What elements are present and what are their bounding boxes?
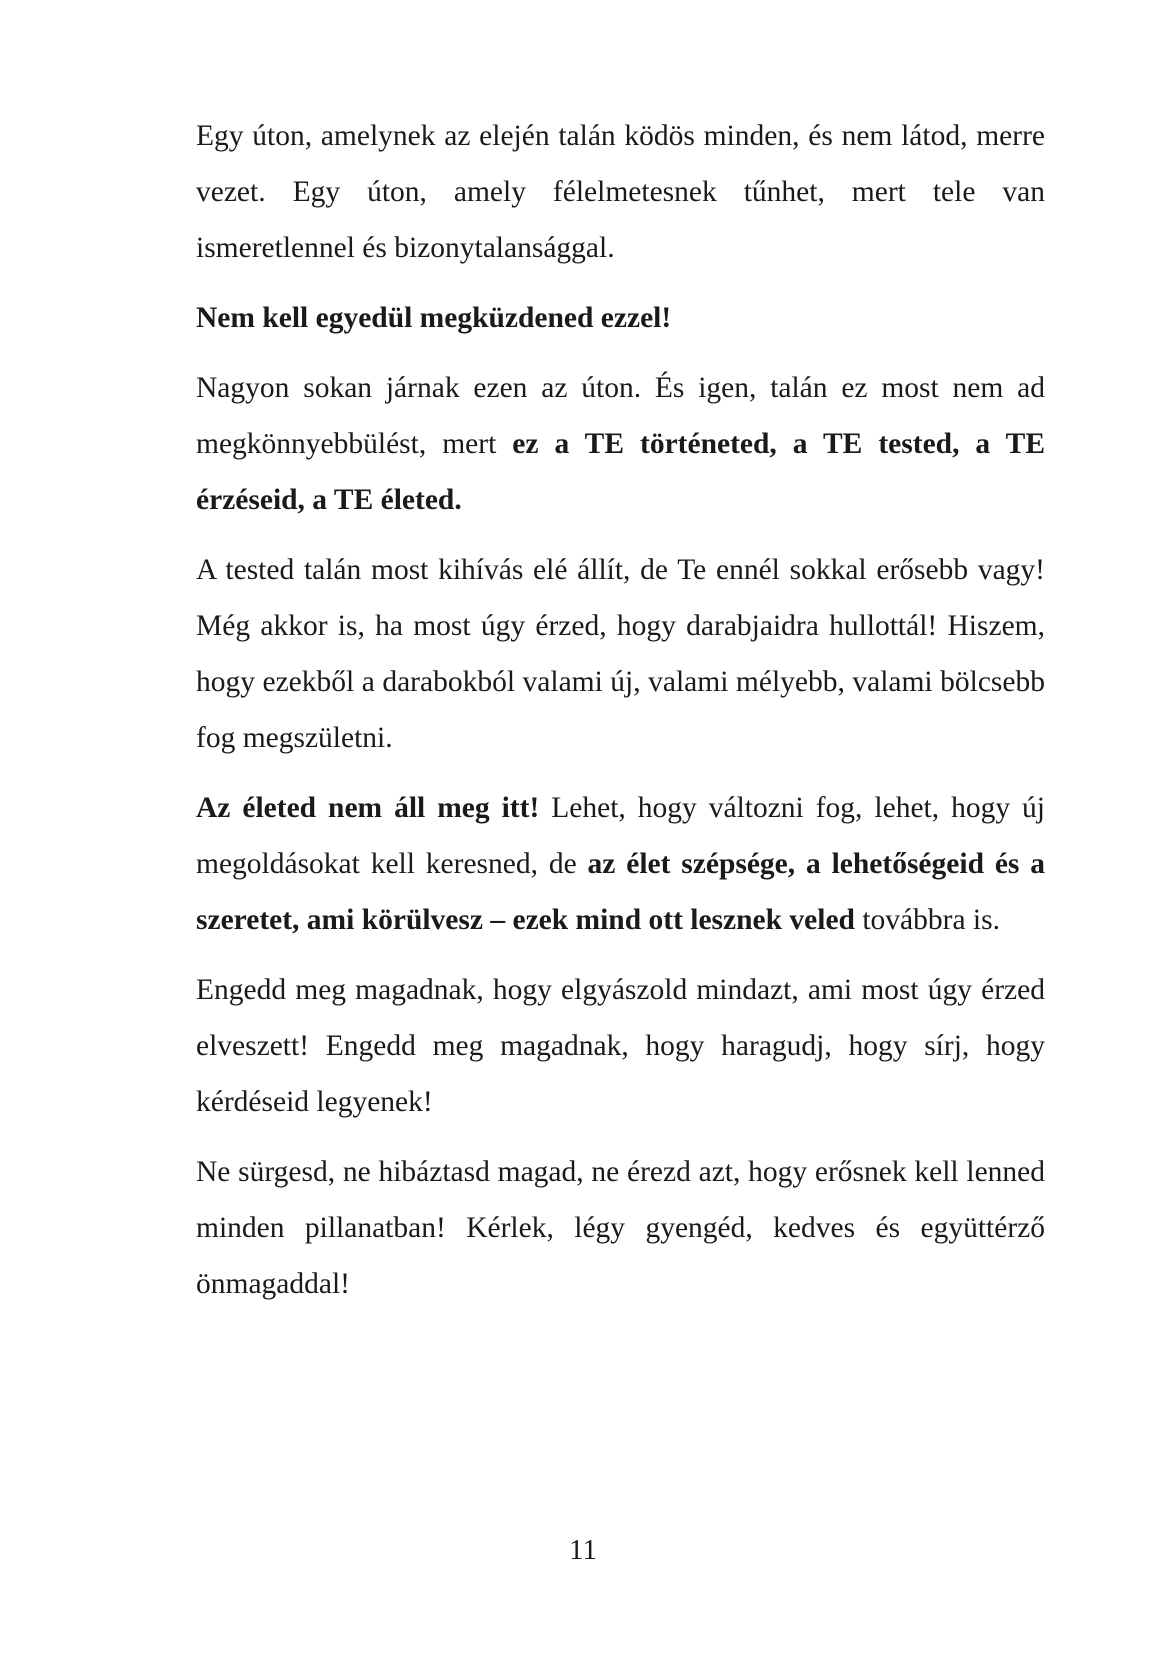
paragraph-1-text: Egy úton, amelynek az elején talán ködös minden, és nem látod, merre vezet. Egy úton, amely félelmetesnek tűnhet, mert tele van ismeretlennel és bizonytalansággal.: [196, 120, 1045, 264]
paragraph-4: [196, 542, 1045, 766]
paragraph-2-text: Nem kell egyedül megküzdened ezzel!: [196, 302, 672, 334]
paragraph-3: [196, 360, 1045, 528]
paragraph-5: [196, 780, 1045, 948]
paragraph-7: [196, 1144, 1045, 1312]
paragraph-6-text: Engedd meg magadnak, hogy elgyászold mindazt, ami most úgy érzed elveszett! Engedd meg magadnak, hogy haragudj, hogy sírj, hogy kérdéseid legyenek!: [196, 974, 1045, 1118]
paragraph-4-text: A tested talán most kihívás elé állít, de Te ennél sokkal erősebb vagy! Még akkor is, ha most úgy érzed, hogy darabjaidra hullottál! Hiszem, hogy ezekből a darabokból valami új, valami mélyebb, valami bölcsebb fog megszületni.: [196, 554, 1045, 754]
paragraph-7-text: Ne sürgesd, ne hibáztasd magad, ne érezd azt, hogy erősnek kell lenned minden pillanatban! Kérlek, légy gyengéd, kedves és együttérző önmagaddal!: [196, 1156, 1045, 1300]
paragraph-3-text: Nagyon sokan járnak ezen az úton. És igen, talán ez most nem ad megkönnyebbülést, mert: [196, 372, 1045, 460]
page-number: 11: [569, 1534, 597, 1566]
paragraph-5-tail: továbbra is.: [854, 904, 1000, 936]
paragraph-5-text: Lehet, hogy változni fog, lehet, hogy új megoldásokat kell keresned, de: [196, 792, 1046, 880]
page-body: [196, 108, 1045, 1326]
paragraph-1: [196, 108, 1045, 276]
paragraph-6: [196, 962, 1045, 1130]
paragraph-2-heading: [196, 290, 1045, 346]
paragraph-3-bold-text: ez a TE történeted, a TE tested, a TE érzéseid, a TE életed.: [196, 428, 1045, 516]
paragraph-5-bold-text: az élet szépsége, a lehetőségeid és a szeretet, ami körülvesz – ezek mind ott lesznek veled: [196, 848, 1045, 936]
paragraph-5-bold-lead: Az életed nem áll meg itt!: [196, 792, 540, 824]
